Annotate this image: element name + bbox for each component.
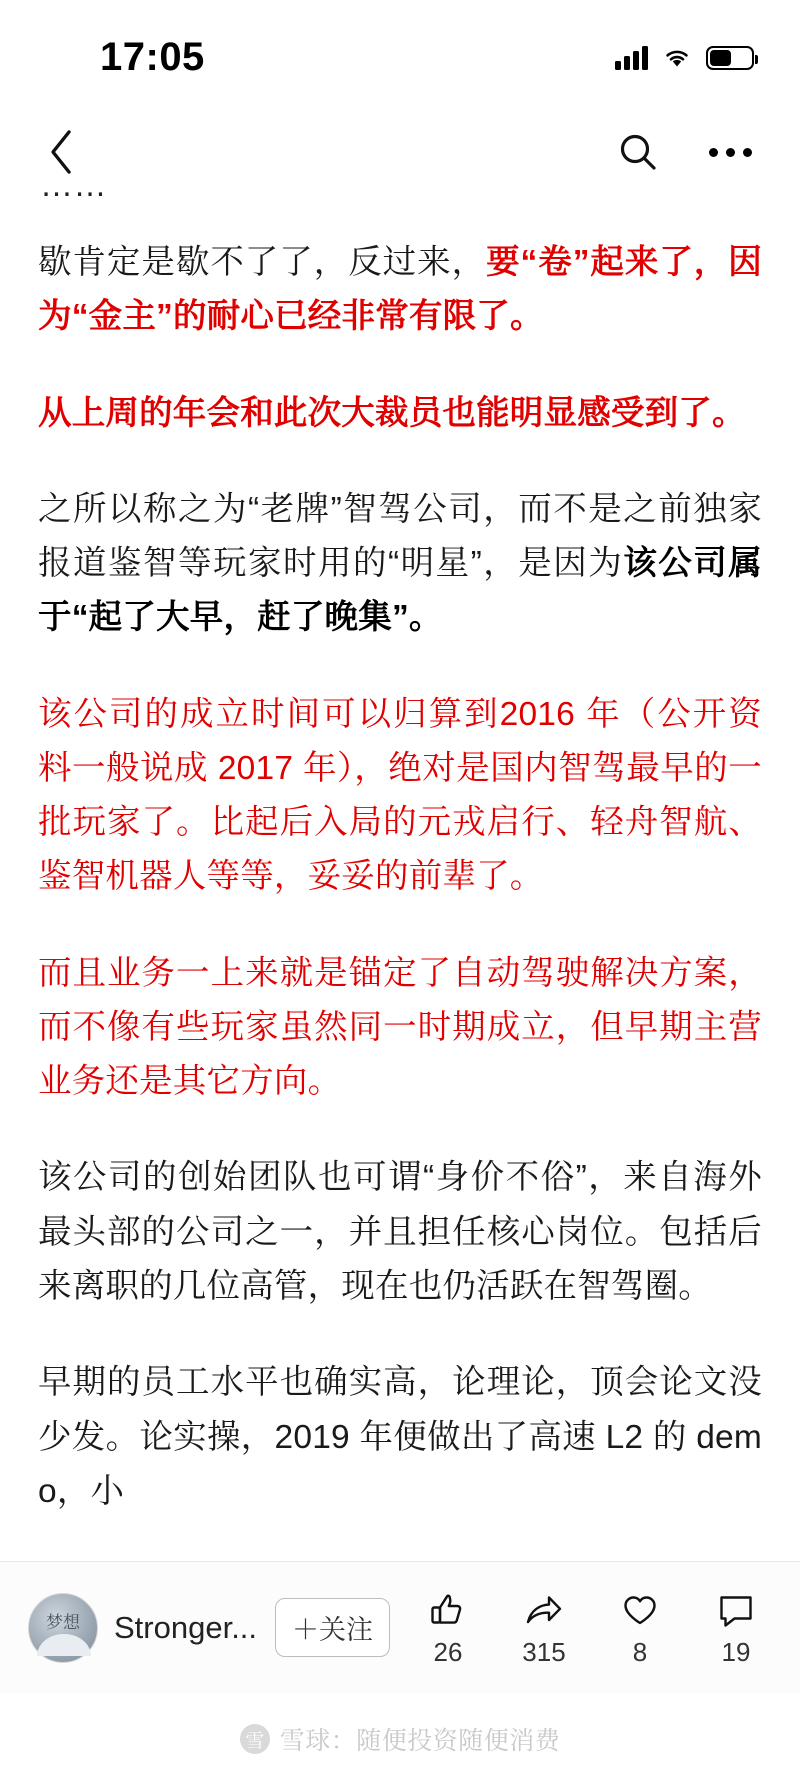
- favorite-button[interactable]: [612, 1587, 668, 1668]
- share-arrow-icon: [524, 1587, 564, 1633]
- favorite-count: 8: [632, 1637, 648, 1668]
- author-name[interactable]: Stronger...: [114, 1609, 258, 1645]
- clipped-text: ……: [40, 166, 107, 203]
- thumbs-up-icon: [428, 1587, 468, 1633]
- share-button[interactable]: [516, 1587, 572, 1668]
- paragraph-7: 早期的员工水平也确实高，论理论，顶会论文没少发。论实操，2019 年便做出了高速 L2 的 demo，小: [38, 1364, 762, 1510]
- heart-icon: [620, 1587, 660, 1633]
- cellular-signal-icon: [615, 46, 648, 70]
- bottom-action-bar: [0, 1561, 800, 1693]
- clipped-previous-line: [38, 166, 762, 222]
- watermark: [0, 1693, 800, 1785]
- share-count: 315: [522, 1637, 566, 1668]
- paragraph-5: 而且业务一上来就是锚定了自动驾驶解决方案，而不像有些玩家虽然同一时期成立，但早期主营业务还是其它方向。: [38, 954, 762, 1101]
- engagement-actions: [420, 1587, 770, 1668]
- like-count: 26: [433, 1637, 463, 1668]
- status-bar: [0, 0, 800, 108]
- paragraph-2-run-1: 从上周的年会和此次大裁员也能明显感受到了。: [38, 394, 746, 432]
- comment-count: 19: [721, 1637, 751, 1668]
- avatar-mark: 梦想: [46, 1612, 80, 1632]
- paragraph-1-run-2: 要“卷”起来了，因为“金主”的耐心已经非常有限了。: [38, 244, 762, 336]
- comment-bubble-icon: [716, 1587, 756, 1633]
- paragraph-1: [38, 236, 762, 345]
- paragraph-2: [38, 387, 762, 441]
- comment-button[interactable]: [708, 1587, 764, 1668]
- paragraph-3-run-2: 该公司属于“起了大早，赶了晚集”。: [38, 545, 762, 637]
- status-time: 17:05: [100, 34, 205, 79]
- article-body[interactable]: [0, 166, 800, 1561]
- paragraph-3: [38, 483, 762, 646]
- status-indicators: [615, 46, 754, 70]
- paragraph-6: 该公司的创始团队也可谓“身价不俗”，来自海外最头部的公司之一，并且担任核心岗位。包括后来离职的几位高管，现在也仍活跃在智驾圈。: [38, 1159, 762, 1305]
- navigation-bar: [0, 108, 800, 196]
- paragraph-4: 该公司的成立时间可以归算到2016 年（公开资料一般说成 2017 年），绝对是国内智驾最早的一批玩家了。比起后入局的元戎启行、轻舟智航、鉴智机器人等等，妥妥的前辈了。: [38, 695, 762, 896]
- more-options-icon[interactable]: [706, 128, 754, 176]
- battery-icon: [706, 46, 754, 70]
- nav-actions: [614, 128, 764, 176]
- wifi-icon: [662, 46, 692, 70]
- watermark-badge-icon: 雪: [240, 1724, 270, 1754]
- paragraph-3-run-1: 之所以称之为“老牌”智驾公司，而不是之前独家报道鉴智等玩家时用的“明星”，是因为: [38, 490, 762, 583]
- user-avatar[interactable]: [28, 1593, 98, 1663]
- follow-button[interactable]: ＋关注: [275, 1598, 390, 1657]
- paragraph-1-run-1: 歇肯定是歇不了了，反过来，: [38, 244, 487, 281]
- like-button[interactable]: [420, 1587, 476, 1668]
- watermark-text: 雪球：随便投资随便消费: [279, 1727, 561, 1756]
- search-icon[interactable]: [614, 128, 662, 176]
